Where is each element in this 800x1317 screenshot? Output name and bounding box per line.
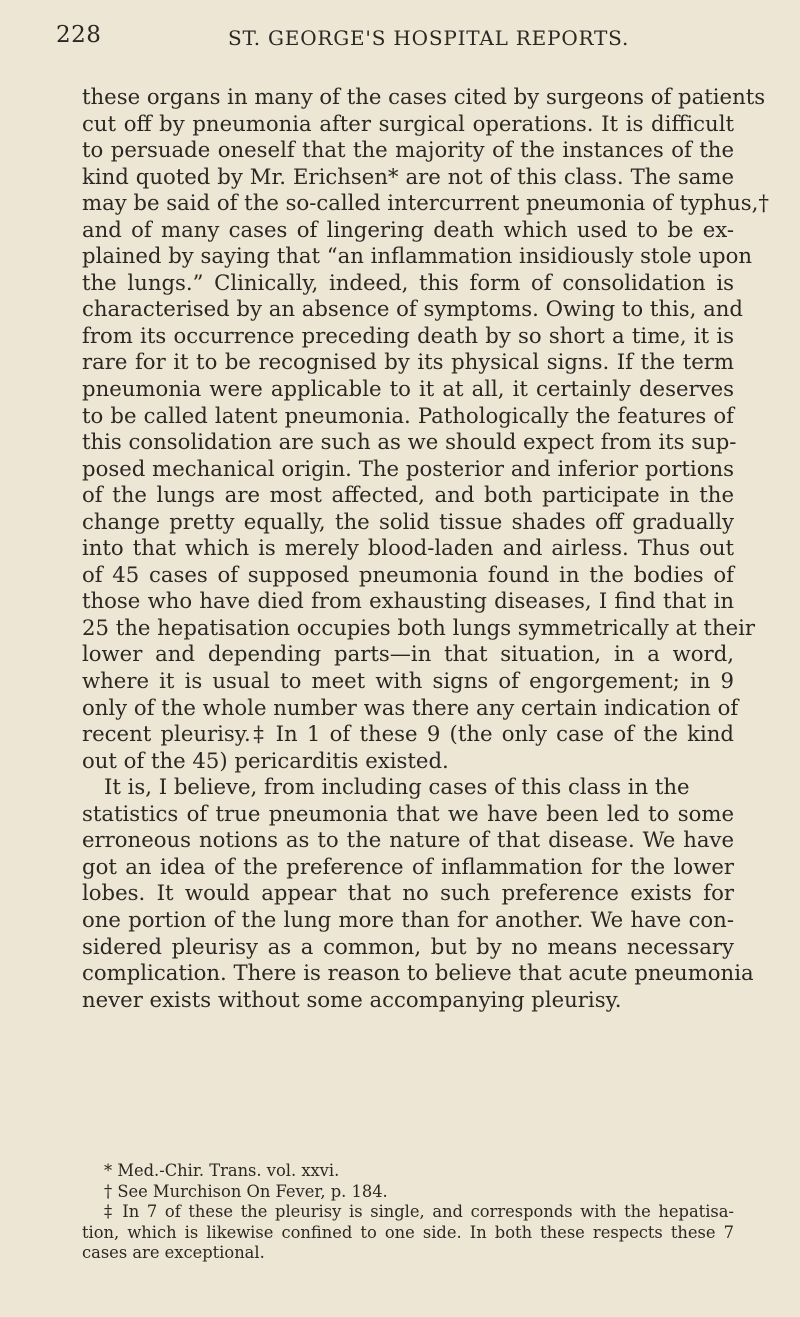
text-line: kind quoted by Mr. Erichsen* are not of this class. The same bbox=[82, 163, 734, 189]
text-line: one portion of the lung more than for another. We have con- bbox=[82, 906, 734, 932]
text-line: characterised by an absence of symptoms. Owing to this, and bbox=[82, 296, 743, 322]
text-line: may be said of the so-called intercurrent pneumonia of typhus,† bbox=[82, 190, 769, 216]
text-line: erroneous notions as to the nature of that disease. We have bbox=[82, 827, 734, 853]
text-line: rare for it to be recognised by its physical signs. If the term bbox=[82, 349, 734, 375]
text-line: those who have died from exhausting diseases, I find that in bbox=[82, 588, 734, 614]
text-line: into that which is merely blood-laden and airless. Thus out bbox=[82, 535, 734, 561]
text-line: of 45 cases of supposed pneumonia found in the bodies of bbox=[82, 561, 734, 587]
text-line: plained by saying that “an inflammation insidiously stole upon bbox=[82, 243, 752, 269]
text-line: these organs in many of the cases cited by surgeons of patients bbox=[82, 84, 766, 109]
text-line: complication. There is reason to believe that acute pneumonia bbox=[82, 960, 754, 986]
body-text bbox=[82, 84, 769, 1013]
footnote-continuation: cases are exceptional. bbox=[82, 1243, 265, 1262]
text-line: change pretty equally, the solid tissue shades off gradually bbox=[82, 508, 734, 534]
text-line: never exists without some accompanying pleurisy. bbox=[82, 986, 622, 1012]
text-line: statistics of true pneumonia that we have been led to some bbox=[82, 800, 734, 826]
text-line: posed mechanical origin. The posterior and inferior portions bbox=[82, 455, 734, 481]
text-line: lower and depending parts—in that situation, in a word, bbox=[82, 641, 734, 667]
running-header bbox=[56, 22, 736, 62]
text-line: got an idea of the preference of inflammation for the lower bbox=[82, 853, 734, 879]
text-line: where it is usual to meet with signs of engorgement; in 9 bbox=[82, 668, 734, 694]
text-line: It is, I believe, from including cases of this class in the bbox=[104, 774, 690, 800]
text-line: from its occurrence preceding death by so short a time, it is bbox=[82, 322, 734, 348]
text-line: to persuade oneself that the majority of the instances of the bbox=[82, 137, 734, 163]
page-number: 228 bbox=[56, 22, 102, 48]
footnote: ‡ In 7 of these the pleurisy is single, and corresponds with the hepatisa- bbox=[104, 1202, 734, 1221]
footnote: † See Murchison On Fever, p. 184. bbox=[104, 1181, 388, 1201]
text-line: pneumonia were applicable to it at all, it certainly deserves bbox=[82, 376, 734, 402]
text-line: this consolidation are such as we should expect from its sup- bbox=[82, 429, 737, 455]
text-line: only of the whole number was there any certain indication of bbox=[82, 694, 739, 720]
text-line: recent pleurisy.‡ In 1 of these 9 (the only case of the kind bbox=[82, 721, 734, 747]
footnote: * Med.-Chir. Trans. vol. xxvi. bbox=[104, 1161, 340, 1180]
text-line: and of many cases of lingering death which used to be ex- bbox=[82, 216, 734, 242]
text-line: cut off by pneumonia after surgical operations. It is difficult bbox=[82, 110, 734, 136]
text-line: sidered pleurisy as a common, but by no means necessary bbox=[82, 933, 734, 959]
running-title: ST. GEORGE'S HOSPITAL REPORTS. bbox=[228, 26, 630, 50]
footnote-continuation: tion, which is likewise confined to one side. In both these respects these 7 bbox=[82, 1222, 734, 1242]
text-line: of the lungs are most affected, and both participate in the bbox=[82, 482, 734, 508]
footnotes bbox=[82, 1161, 734, 1264]
text-line: to be called latent pneumonia. Pathologically the features of bbox=[82, 402, 734, 428]
text-line: lobes. It would appear that no such preference exists for bbox=[82, 880, 734, 906]
text-line: 25 the hepatisation occupies both lungs symmetrically at their bbox=[82, 614, 756, 640]
text-line: out of the 45) pericarditis existed. bbox=[82, 747, 449, 773]
text-line: the lungs.” Clinically, indeed, this form of consolidation is bbox=[82, 269, 734, 295]
